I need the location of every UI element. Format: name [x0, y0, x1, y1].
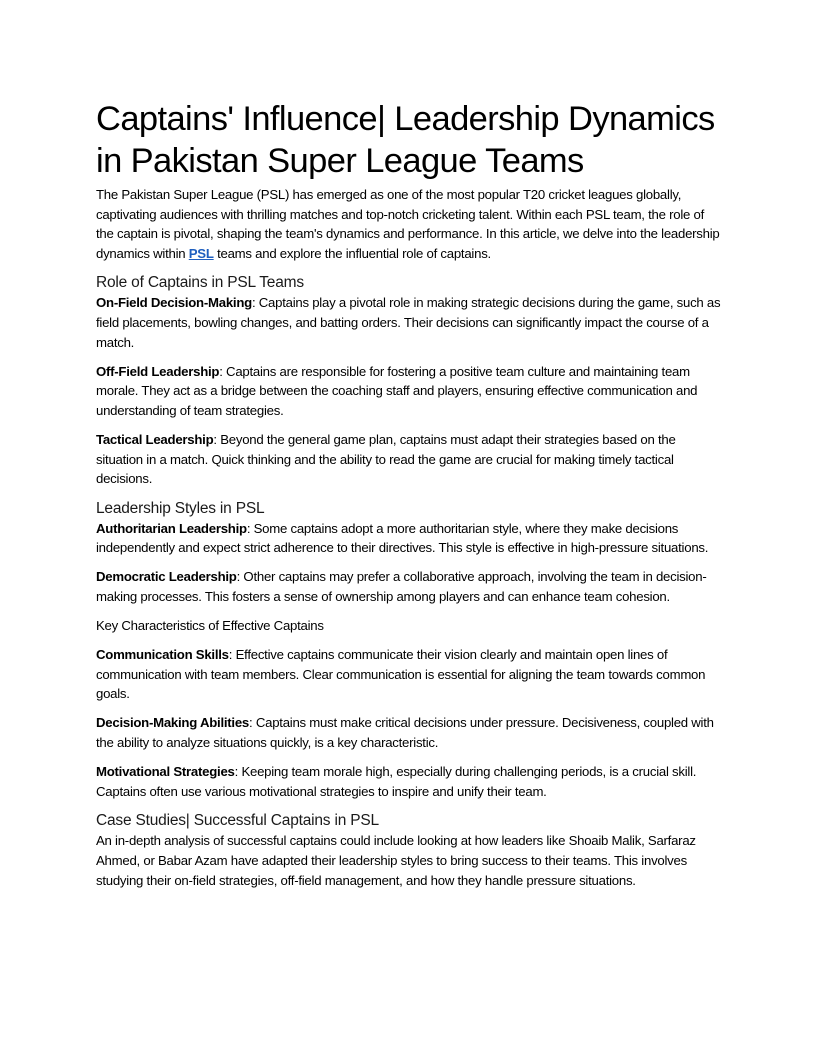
text-democratic: : Other captains may prefer a collaborative approach, involving the team in decision-making processes. This fosters a sense of ownership among players and can enhance team cohesion. [96, 569, 707, 604]
heading-leadership-styles: Leadership Styles in PSL [96, 499, 265, 517]
term-off-field: Off-Field Leadership [96, 363, 220, 379]
paragraph-motivational [96, 762, 722, 801]
article-title [96, 98, 722, 182]
term-authoritarian: Authoritarian Leadership [96, 520, 247, 536]
paragraph-decision-making [96, 713, 722, 752]
paragraph-tactical [96, 430, 722, 489]
article-title-line-2: in Pakistan Super League Teams [96, 142, 584, 180]
text-decision-making: : Captains must make critical decisions under pressure. Decisiveness, coupled with the ability to analyze situations quickly, is a key characteristic. [96, 715, 714, 751]
text-on-field: : Captains play a pivotal role in making strategic decisions during the game, such as field placements, bowling changes, and batting orders. Their decisions can significantly impact the course of a match. [96, 295, 721, 350]
paragraph-communication [96, 645, 722, 704]
heading-case-studies: Case Studies| Successful Captains in PSL [96, 812, 379, 830]
term-democratic: Democratic Leadership [96, 569, 237, 585]
text-communication: : Effective captains communicate their vision clearly and maintain open lines of communication with team members. Clear communication is essential for aligning the team towards common goals. [96, 647, 706, 702]
text-off-field: : Captains are responsible for fostering a positive team culture and maintaining team morale. They act as a bridge between the coaching staff and players, ensuring effective communication and understanding of team strategies. [96, 363, 698, 418]
term-motivational: Motivational Strategies [96, 764, 235, 780]
term-on-field: On-Field Decision-Making [96, 295, 252, 311]
paragraph-democratic [96, 567, 722, 606]
psl-link[interactable]: PSL [188, 245, 214, 261]
term-decision-making: Decision-Making Abilities [96, 715, 250, 731]
intro-text-end: teams and explore the influential role of captains. [213, 245, 491, 261]
article-title-line-1: Captains' Influence| Leadership Dynamics [96, 100, 715, 138]
label-key-characteristics: Key Characteristics of Effective Captains [96, 618, 324, 634]
text-tactical: : Beyond the general game plan, captains must adapt their strategies based on the situation in a match. Quick thinking and the ability to read the game are crucial for making timely tactical decisions. [96, 431, 676, 487]
text-authoritarian: : Some captains adopt a more authoritarian style, where they make decisions independently and expect strict adherence to their directives. This style is effective in high-pressure situations. [96, 520, 709, 556]
text-motivational: : Keeping team morale high, especially during challenging periods, is a crucial skill. Captains often use various motivational strategies to inspire and unify their team. [96, 764, 697, 799]
document-page [96, 98, 722, 890]
paragraph-off-field [96, 362, 722, 421]
paragraph-case-studies: An in-depth analysis of successful captains could include looking at how leaders like Shoaib Malik, Sarfaraz Ahmed, or Babar Azam have adapted their leadership styles to bring success to their teams. This involves studying their on-field strategies, off-field management, and how they handle pressure situations. [96, 833, 696, 888]
intro-paragraph [96, 185, 722, 263]
term-tactical: Tactical Leadership [96, 431, 214, 447]
paragraph-authoritarian [96, 519, 722, 558]
term-communication: Communication Skills [96, 647, 229, 663]
intro-text-start: The Pakistan Super League (PSL) has emerged as one of the most popular T20 cricket leagues globally, captivating audiences with thrilling matches and top-notch cricketing talent. Within each PSL team, the role of the captain is pivotal, shaping the team's dynamics and performance. In this article, we delve into the leadership dynamics within [96, 187, 720, 261]
heading-role-of-captains: Role of Captains in PSL Teams [96, 274, 304, 292]
paragraph-on-field [96, 293, 722, 352]
